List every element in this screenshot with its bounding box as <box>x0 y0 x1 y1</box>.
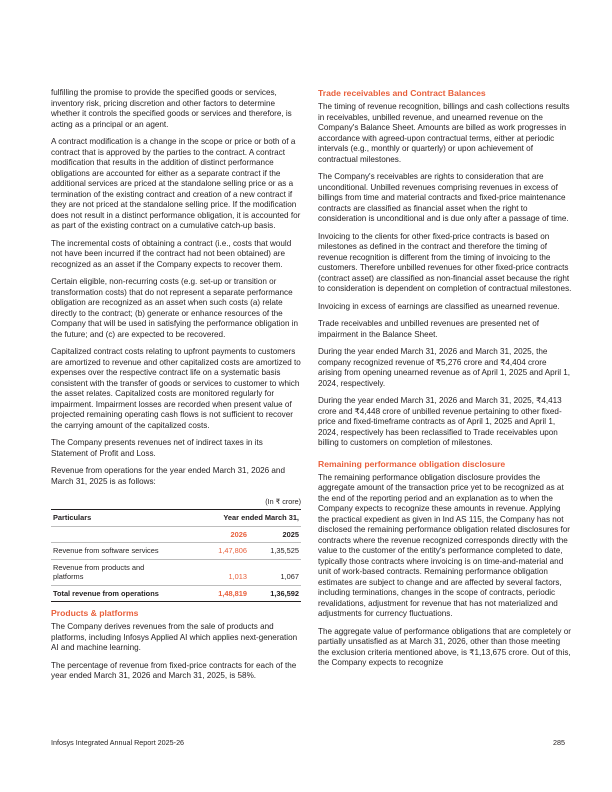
year-prior: 2025 <box>282 529 299 539</box>
table-header-row <box>51 510 301 527</box>
year-current: 2026 <box>230 529 247 539</box>
table-row <box>51 543 301 560</box>
row-label: Revenue from products and platforms <box>51 559 197 585</box>
left-column <box>51 88 301 689</box>
row-label: Revenue from software services <box>51 543 197 560</box>
paragraph: The remaining performance obligation disclosure provides the aggregate amount of the transaction price yet to be recognized as at the end of the reporting period and an explanation as to when the Company expects to recognize these amounts in revenue. Applying the practical expedient as given in Ind AS 115, the Company has not disclosed the remaining performance obligation related disclosures for contracts where the revenue recognized corresponds directly with the value to the customer of the entity's performance completed to date, typically those contracts where invoicing is on time-and-material and unit of work-based contracts. Remaining performance obligation estimates are subject to change and are affected by several factors, including terminations, changes in the scope of contracts, periodic revalidations, adjustment for revenue that has not materialized and adjustments for currency fluctuations. <box>318 472 571 618</box>
paragraph: Invoicing to the clients for other fixed-price contracts is based on milestones as defined in the contract and therefore the timing of revenue recognition is different from the timing of invoicing to the customers. Therefore unbilled revenues for other fixed-price contracts (contract asset) are classified as non-financial asset because the right to consideration is dependent on completion of contractual milestones. <box>318 231 572 293</box>
total-current: 1,48,819 <box>197 585 249 602</box>
revenue-table <box>51 509 301 602</box>
products-heading: Products & platforms <box>51 608 139 618</box>
paragraph: Invoicing in excess of earnings are classified as unearned revenue. <box>318 301 560 311</box>
paragraph: fulfilling the promise to provide the specified goods or services, inventory risk, pricing discretion and other factors to determine whether it controls the specified goods or services and therefore, is acting as a principal or an agent. <box>51 88 292 129</box>
paragraph: The incremental costs of obtaining a contract (i.e., costs that would not have been incurred if the contract had not been obtained) are recognized as an asset if the Company expects to recover them. <box>51 238 292 269</box>
paragraph: The percentage of revenue from fixed-price contracts for each of the year ended March 31, 2026 and March 31, 2025, is 58%. <box>51 660 297 680</box>
total-label: Total revenue from operations <box>51 585 197 602</box>
paragraph: A contract modification is a change in the scope or price or both of a contract that is approved by the parties to the contract. A contract modification that results in the addition of distinct performance obligations are accounted for either as a separate contract if the additional services are priced at the standalone selling price or as a termination of the existing contract and creation of a new contract if they are not priced at the standalone selling price. If the modification does not result in a distinct performance obligation, it is accounted for as part of the existing contract on a cumulative catch-up basis. <box>51 137 301 230</box>
paragraph: Capitalized contract costs relating to upfront payments to customers are amortized to revenue and other capitalized costs are amortized to expenses over the respective contract life on a systematic basis consistent with the transfer of goods or services to customer to which the asset relates. Capitalized costs are monitored regularly for impairment. Impairment losses are recorded when present value of projected remaining operating cash flows is not sufficient to recover the carrying amount of the capitalized costs. <box>51 347 301 430</box>
table-year-row <box>51 526 301 543</box>
col-particulars: Particulars <box>53 513 92 522</box>
row-prior: 1,35,525 <box>249 543 301 560</box>
paragraph: Trade receivables and unbilled revenues are presented net of impairment in the Balance Sheet. <box>318 319 540 339</box>
table-unit: (In ₹ crore) <box>265 497 301 506</box>
paragraph: During the year ended March 31, 2026 and March 31, 2025, ₹4,413 crore and ₹4,448 crore of unbilled revenue pertaining to other fixed-price and fixed-timeframe contracts as of April 1, 2025 and April 1, 2024, respectively has been reclassified to Trade receivables upon billing to customers on completion of milestones. <box>318 396 562 447</box>
trade-heading: Trade receivables and Contract Balances <box>318 88 486 98</box>
paragraph: The Company's receivables are rights to consideration that are unconditional. Unbilled revenues comprising revenues in excess of billings from time and material contracts and fixed-price maintenance contracts are classified as financial asset when the right to consideration is unconditional and is due only after a passage of time. <box>318 172 569 223</box>
paragraph: Certain eligible, non-recurring costs (e.g. set-up or transition or transformation costs) that do not represent a separate performance obligation are recognized as an asset when such costs (a) relate directly to the contract; (b) generate or enhance resources of the Company that will be used in satisfying the performance obligation in the future; and (c) are expected to be recovered. <box>51 277 299 339</box>
total-prior: 1,36,592 <box>249 585 301 602</box>
row-current: 1,47,806 <box>197 543 249 560</box>
row-prior: 1,067 <box>249 559 301 585</box>
paragraph: The timing of revenue recognition, billings and cash collections results in receivables, unbilled revenue, and unearned revenue on the Company's Balance Sheet. Amounts are billed as work progresses in accordance with agreed-upon contractual terms, either at periodic intervals (e.g., monthly or quarterly) or upon achievement of contractual milestones. <box>318 102 570 164</box>
page-number: 285 <box>553 738 565 747</box>
paragraph: The Company derives revenues from the sale of products and platforms, including Infosys Applied AI which applies next-generation AI and machine learning. <box>51 622 298 652</box>
table-total-row <box>51 585 301 602</box>
paragraph: Revenue from operations for the year ended March 31, 2026 and March 31, 2025 is as follows: <box>51 466 285 486</box>
paragraph: The aggregate value of performance obligations that are completely or partially unsatisfied as at March 31, 2026, other than those meeting the exclusion criteria mentioned above, is ₹1,13,675 crore. Out of this, the Company expects to recognize <box>318 626 571 667</box>
row-current: 1,013 <box>197 559 249 585</box>
paragraph: During the year ended March 31, 2026 and March 31, 2025, the company recognized revenue of ₹5,276 crore and ₹4,404 crore arising from opening unearned revenue as of April 1, 2025 and April 1, 2024, respectively. <box>318 347 571 388</box>
rpo-heading: Remaining performance obligation disclosure <box>318 458 506 469</box>
right-column <box>318 88 572 676</box>
footer-report-title: Infosys Integrated Annual Report 2025-26 <box>51 738 185 747</box>
paragraph: The Company presents revenues net of indirect taxes in its Statement of Profit and Loss. <box>51 438 263 458</box>
col-year: Year ended March 31, <box>223 513 299 522</box>
table-row <box>51 559 301 585</box>
